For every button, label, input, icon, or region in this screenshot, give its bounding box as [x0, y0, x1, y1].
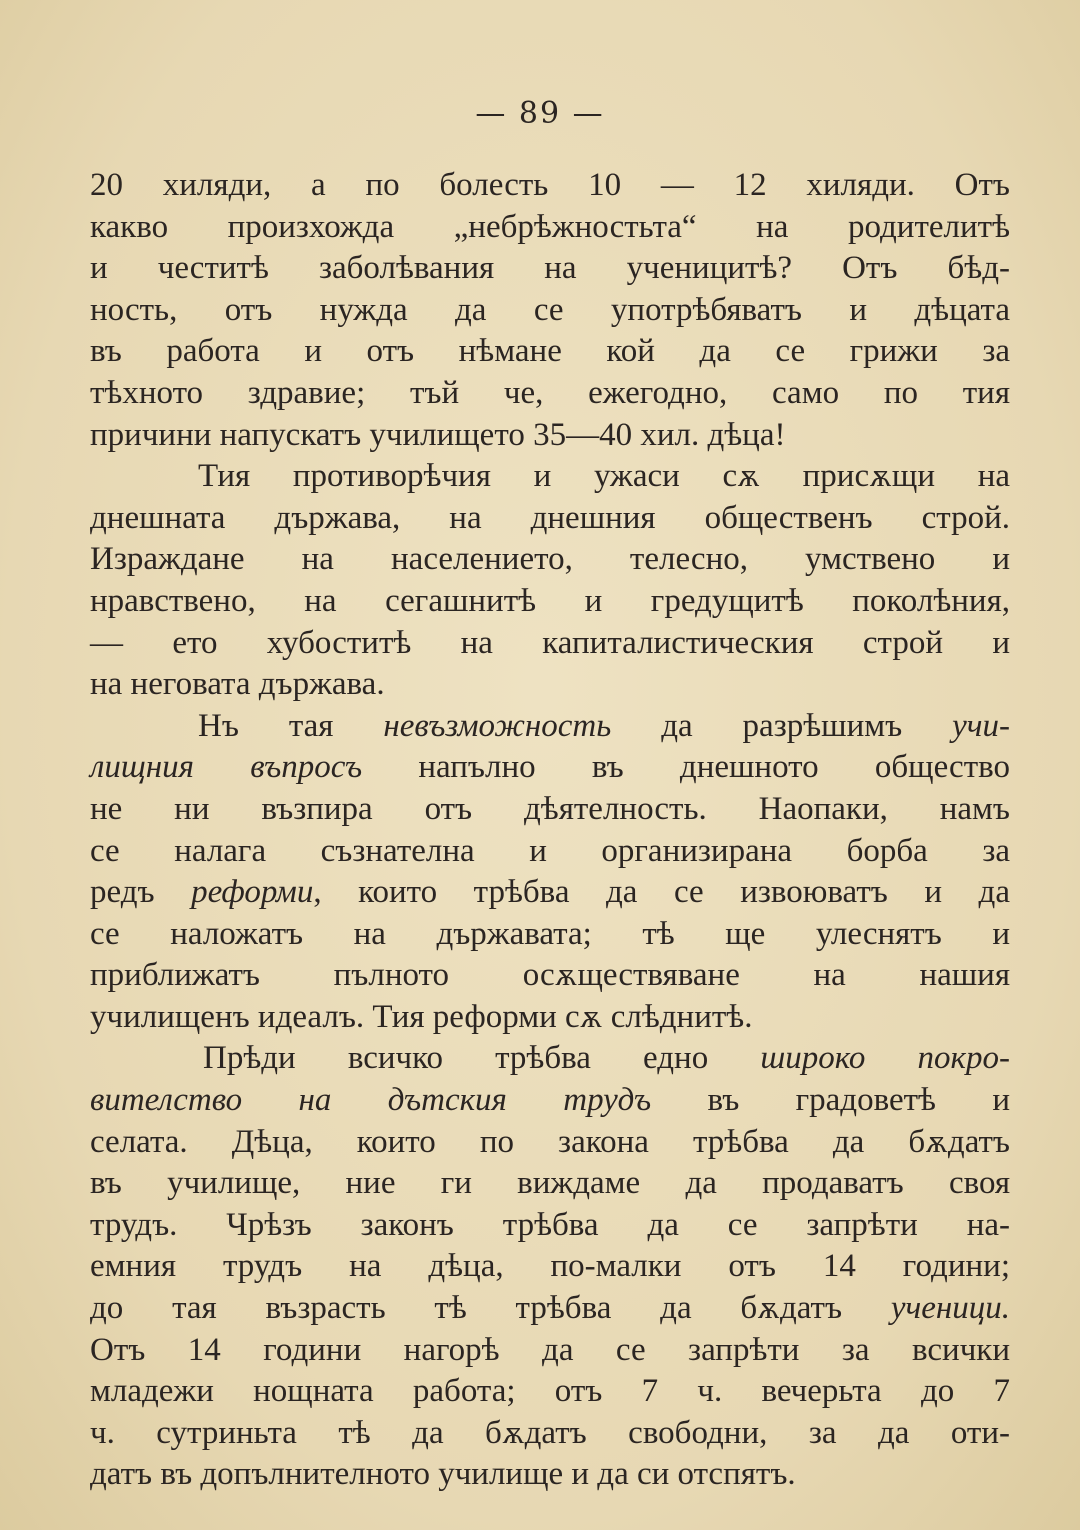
text-line	[90, 706, 1010, 748]
text-line	[90, 581, 1010, 623]
text-segment: напълно въ днешното общество	[362, 749, 1010, 786]
text-segment: , които трѣбва да се извоюватъ и да	[313, 874, 1010, 911]
text-segment: не ни възпира отъ дѣятелность. Наопаки, намъ	[90, 790, 1010, 827]
text-segment: ность, отъ нужда да се употрѣбяватъ и дѣцата	[90, 291, 1010, 328]
text-segment: емния трудъ на дѣца, по-малки отъ 14 години;	[90, 1248, 1010, 1285]
text-line	[90, 165, 1010, 207]
text-line	[90, 664, 1010, 706]
text-segment: трудъ. Чрѣзъ законъ трѣбва да се запрѣти на-	[90, 1206, 1010, 1243]
italic-text: учи-	[952, 707, 1010, 744]
text-line	[90, 831, 1010, 873]
text-segment: Нъ тая	[198, 707, 384, 744]
text-segment: 20 хиляди, а по болесть 10 — 12 хиляди. Отъ	[90, 167, 1010, 203]
text-segment: въ работа и отъ нѣмане кой да се грижи за	[90, 333, 1010, 370]
italic-text: невъзможность	[383, 707, 612, 744]
text-line	[90, 1371, 1010, 1413]
paragraph	[90, 1038, 1010, 1496]
text-segment: въ училище, ние ги виждаме да продаватъ своя	[90, 1165, 1010, 1202]
text-line	[90, 1454, 1010, 1496]
text-line	[90, 1122, 1010, 1164]
text-line	[90, 1038, 1010, 1080]
text-segment: Отъ 14 години нагорѣ да се запрѣти за всички	[90, 1331, 1010, 1368]
text-segment: въ градоветѣ и	[651, 1082, 1010, 1119]
text-line	[90, 1246, 1010, 1288]
italic-text: реформи	[191, 874, 314, 911]
text-line	[90, 747, 1010, 789]
body-text	[90, 165, 1010, 1496]
italic-text: вителство на дътския трудъ	[90, 1082, 652, 1119]
text-line	[90, 623, 1010, 665]
text-line	[90, 789, 1010, 831]
text-line	[90, 248, 1010, 290]
text-segment: ч. сутриньта тѣ да бѫдатъ свободни, за да оти-	[90, 1414, 1010, 1451]
text-segment: редъ	[90, 874, 192, 911]
text-segment: датъ въ допълнителното училище и да си отспятъ.	[90, 1456, 796, 1493]
text-line	[90, 997, 1010, 1039]
text-line	[90, 290, 1010, 332]
text-line	[90, 498, 1010, 540]
text-segment: младежи нощната работа; отъ 7 ч. вечерьта до 7	[90, 1373, 1010, 1410]
text-line	[90, 1205, 1010, 1247]
text-segment: се наложатъ на държавата; тѣ ще улеснятъ и	[90, 915, 1010, 952]
text-line	[90, 1080, 1010, 1122]
text-segment: приближатъ пълното осѫществяване на нашия	[90, 957, 1010, 994]
text-line	[90, 1163, 1010, 1205]
text-line	[90, 872, 1010, 914]
text-segment: на неговата държава.	[90, 666, 385, 703]
text-segment: причини напускатъ училището 35—40 хил. дѣца!	[90, 416, 786, 453]
text-line	[90, 914, 1010, 956]
text-segment: се налага съзнателна и организирана борба за	[90, 832, 1010, 869]
text-line	[90, 539, 1010, 581]
italic-text: лищния въпросъ	[90, 749, 363, 786]
text-segment: да разрѣшимъ	[611, 707, 953, 744]
text-segment: — ето хубоститѣ на капиталистическия строй и	[90, 624, 1010, 661]
paragraph	[90, 706, 1010, 1039]
text-segment: нравствено, на сегашнитѣ и гредущитѣ поколѣния,	[90, 582, 1010, 619]
text-line	[90, 955, 1010, 997]
text-line	[90, 1330, 1010, 1372]
text-line	[90, 456, 1010, 498]
text-line	[90, 1288, 1010, 1330]
text-line	[90, 1413, 1010, 1455]
text-line	[90, 373, 1010, 415]
text-line	[90, 207, 1010, 249]
text-segment: Израждане на населението, телесно, умствено и	[90, 541, 1010, 578]
text-segment: Тия противорѣчия и ужаси сѫ присѫщи на	[198, 458, 1010, 495]
italic-text: широко покро-	[760, 1040, 1010, 1077]
italic-text: ученици.	[890, 1290, 1010, 1327]
text-line	[90, 331, 1010, 373]
text-segment: селата. Дѣца, които по закона трѣбва да бѫдатъ	[90, 1123, 1010, 1160]
paragraph	[90, 165, 1010, 456]
text-segment: какво произхожда „небрѣжностьта“ на родителитѣ	[90, 208, 1010, 245]
page-number: — 89 —	[475, 96, 605, 131]
text-segment: днешната държава, на днешния общественъ строй.	[90, 499, 1010, 536]
text-segment: Прѣди всичко трѣбва едно	[203, 1040, 761, 1077]
text-segment: училищенъ идеалъ. Тия реформи сѫ слѣднитѣ.	[90, 998, 753, 1035]
text-segment: тѣхното здравие; тъй че, ежегодно, само по тия	[90, 374, 1010, 411]
text-segment: и честитѣ заболѣвания на ученицитѣ? Отъ бѣд-	[90, 250, 1010, 287]
text-segment: до тая възрасть тѣ трѣбва да бѫдатъ	[90, 1290, 891, 1327]
text-line	[90, 415, 1010, 457]
paragraph	[90, 456, 1010, 706]
